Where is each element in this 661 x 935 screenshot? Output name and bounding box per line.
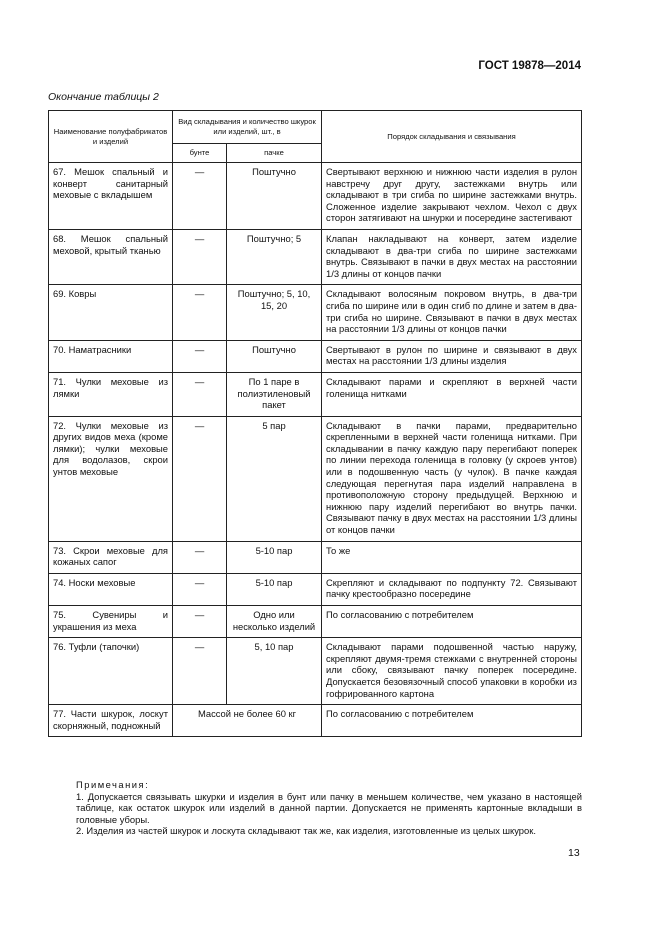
col-header-pack: пачке (227, 144, 322, 163)
col-header-bunch: бунте (173, 144, 227, 163)
row-name: 68. Мешок спальный меховой, крытый тканью (49, 229, 173, 284)
row-order: То же (322, 541, 582, 573)
notes-title: Примечания: (76, 779, 150, 790)
col-header-name: Наименование полуфабрикатов и изделий (49, 111, 173, 163)
row-bunch: — (173, 541, 227, 573)
table-row (49, 606, 582, 638)
row-bunch: — (173, 163, 227, 230)
row-order: По согласованию с потребителем (322, 606, 582, 638)
table-row (49, 573, 582, 605)
table-row (49, 163, 582, 230)
page-number: 13 (568, 847, 580, 859)
row-order: Складывают парами и скрепляют в верхней части голенища нитками (322, 372, 582, 416)
row-name: 71. Чулки меховые из лямки (49, 372, 173, 416)
row-pack: Поштучно (227, 163, 322, 230)
table-row (49, 638, 582, 705)
row-bunch: — (173, 285, 227, 340)
note-item: 1. Допускается связывать шкурки и изделия в бунт или пачку в меньшем количестве, чем указано в настоящей таблице, как остаток шкурок или изделий в данной партии. Допускается не применять картонные вкладыши в головные уборы. (76, 790, 582, 825)
row-order: Скрепляют и складывают по подпункту 72. Связывают пачку крестообразно посередине (322, 573, 582, 605)
row-pack: 5 пар (227, 416, 322, 541)
row-name: 75. Сувениры и украшения из меха (49, 606, 173, 638)
row-name: 67. Мешок спальный и конверт санитарный меховые с вкладышем (49, 163, 173, 230)
col-header-order: Порядок складывания и связывания (322, 111, 582, 163)
standard-header: ГОСТ 19878—2014 (478, 60, 581, 72)
row-pack: Поштучно; 5 (227, 229, 322, 284)
row-name: 70. Наматрасники (49, 340, 173, 372)
row-pack: Поштучно; 5, 10, 15, 20 (227, 285, 322, 340)
row-name: 73. Скрои меховые для кожаных сапог (49, 541, 173, 573)
table-row (49, 705, 582, 737)
row-pack: По 1 паре в полиэтиленовый пакет (227, 372, 322, 416)
notes-block (48, 779, 582, 837)
row-bunch: — (173, 229, 227, 284)
row-order: Складывают волосяным покровом внутрь, в два-три сгиба по ширине или в один сгиб по длине и затем в два-три сгиба но ширине. Связывают в пачки в двух местах на расстоянии 1/3 длины от концов пачки (322, 285, 582, 340)
row-bunch: — (173, 638, 227, 705)
row-pack: Поштучно (227, 340, 322, 372)
table-row (49, 285, 582, 340)
row-pack: 5-10 пар (227, 573, 322, 605)
row-pack: 5-10 пар (227, 541, 322, 573)
row-bunch: — (173, 573, 227, 605)
table-header-row (49, 111, 582, 144)
table-caption: Окончание таблицы 2 (48, 91, 159, 103)
table-row (49, 229, 582, 284)
table-row (49, 340, 582, 372)
table-row (49, 416, 582, 541)
row-name: 74. Носки меховые (49, 573, 173, 605)
table-row (49, 372, 582, 416)
row-order: По согласованию с потребителем (322, 705, 582, 737)
row-bunch: — (173, 340, 227, 372)
row-order: Клапан накладывают на конверт, затем изделие складывают в два-три сгиба по ширине застежками внутрь. Связывают в пачки в двух местах на расстоянии 1/3 длины от концов пачки (322, 229, 582, 284)
row-bunch: — (173, 416, 227, 541)
row-order: Складывают парами подошвенной частью наружу, скрепляют двумя-тремя стежками с внутренней стороны или сбоку, связывают пачку поперек посередине. Допускается безовязочный способ упаковки в коробки из гофрированного картона (322, 638, 582, 705)
row-merged-quantity: Массой не более 60 кг (173, 705, 322, 737)
row-order: Свертывают верхнюю и нижнюю части изделия в рулон навстречу друг другу, застежками внутрь или складывают в три сгиба по ширине застежками внутрь. Сложенное изделие закрывают чехлом. Чехол с двух сторон затягивают на шнурки и посередине застегивают (322, 163, 582, 230)
packing-table (48, 110, 582, 737)
row-order: Складывают в пачки парами, предварительно скрепленными в верхней части голенища нитками. При складывании в пачку каждую пару перегибают поперек по линии перехода голенища в головку (у скроев унтов) или в подошвенную часть (у чулок). В пачке каждая следующая перегнутая пара изделий направлена в противоположную сторону предыдущей. Верхнюю и нижнюю пару изделий перегибают во внутрь пачки. Связывают пачку в двух местах на расстоянии 1/3 длины от концов пачки (322, 416, 582, 541)
row-bunch: — (173, 606, 227, 638)
row-name: 76. Туфли (тапочки) (49, 638, 173, 705)
row-name: 77. Части шкурок, лоскут скорняжный, подножный (49, 705, 173, 737)
row-pack: Одно или несколько изделий (227, 606, 322, 638)
row-name: 72. Чулки меховые из других видов меха (кроме лямки); чулки меховые для водолазов, скрои унтов меховые (49, 416, 173, 541)
table-row (49, 541, 582, 573)
row-order: Свертывают в рулон по ширине и связывают в двух местах на расстоянии 1/3 длины изделия (322, 340, 582, 372)
note-item: 2. Изделия из частей шкурок и лоскута складывают так же, как изделия, изготовленные из целых шкурок. (76, 825, 536, 837)
row-pack: 5, 10 пар (227, 638, 322, 705)
col-header-fold-group: Вид складывания и количество шкурок или изделий, шт., в (173, 111, 322, 144)
row-name: 69. Ковры (49, 285, 173, 340)
row-bunch: — (173, 372, 227, 416)
